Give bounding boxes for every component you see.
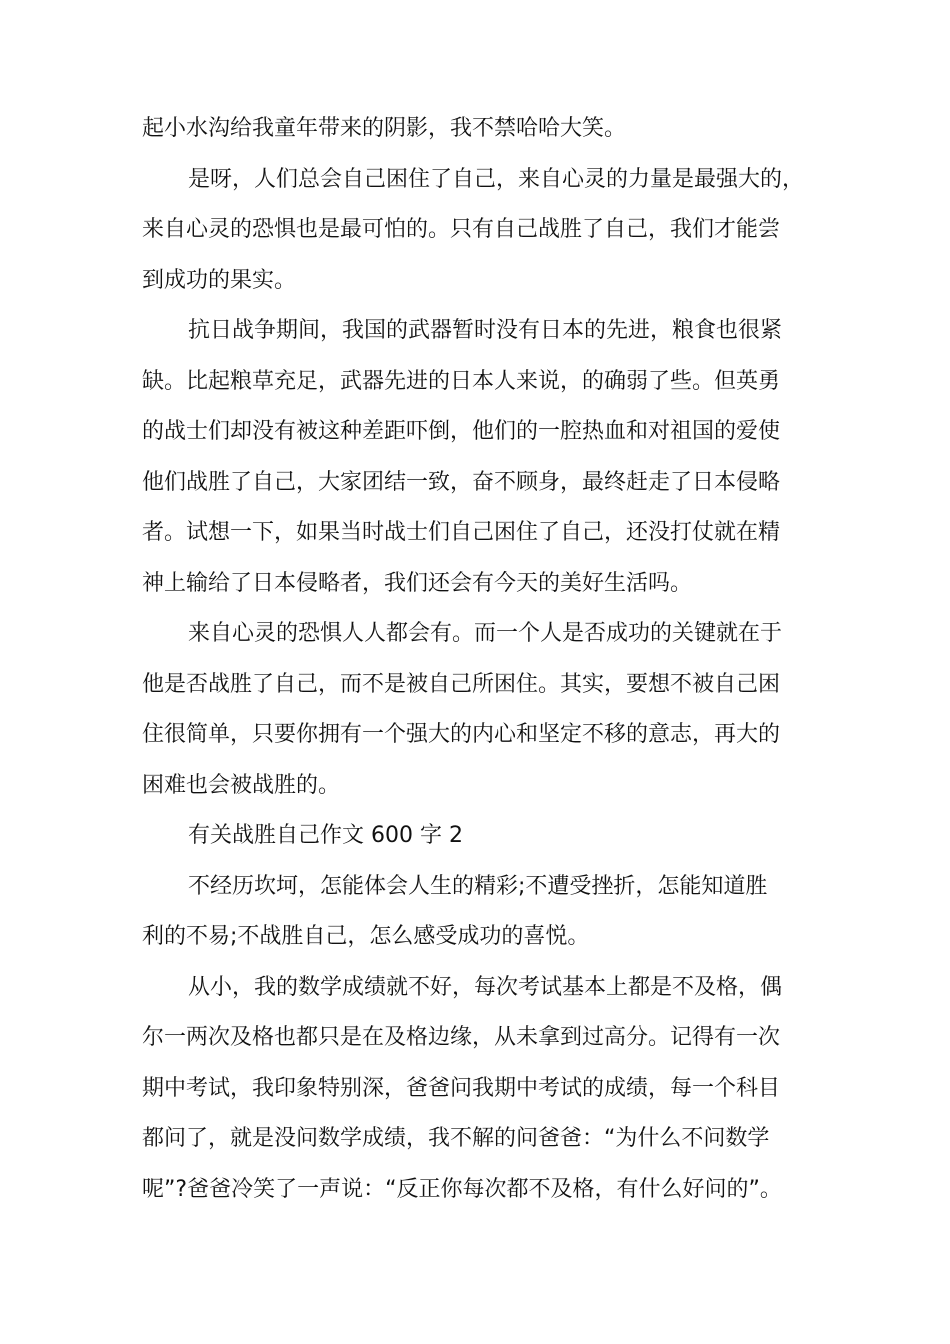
text-line: 他是否战胜了自己，而不是被自己所困住。其实，要想不被自己困: [142, 671, 781, 697]
text-line: 他们战胜了自己，大家团结一致，奋不顾身，最终赶走了日本侵略: [142, 469, 781, 495]
text-line: 住很简单，只要你拥有一个强大的内心和坚定不移的意志，再大的: [142, 722, 781, 747]
paragraph-start: 抗日战争期间，我国的武器暂时没有日本的先进，粮食也很紧: [188, 318, 783, 343]
text-line: 尔一两次及格也都只是在及格边缘，从未拿到过高分。记得有一次: [142, 1025, 781, 1050]
body-text: [142, 104, 832, 1215]
paragraph-start: 不经历坎坷，怎能体会人生的精彩;不遭受挫折，怎能知道胜: [188, 873, 768, 899]
text-line: 的战士们却没有被这种差距吓倒，他们的一腔热血和对祖国的爱使: [142, 419, 781, 444]
text-line: 到成功的果实。: [142, 267, 297, 293]
paragraph-start: 来自心灵的恐惧人人都会有。而一个人是否成功的关键就在于: [188, 621, 783, 646]
text-line: 缺。比起粮草充足，武器先进的日本人来说，的确弱了些。但英勇: [142, 368, 781, 394]
text-line: 起小水沟给我童年带来的阴影，我不禁哈哈大笑。: [142, 116, 627, 141]
text-line: 来自心灵的恐惧也是最可怕的。只有自己战胜了自己，我们才能尝: [142, 217, 781, 242]
text-line: 神上输给了日本侵略者，我们还会有今天的美好生活吗。: [142, 570, 693, 596]
section-heading: 有关战胜自己作文 600 字 2: [188, 823, 463, 848]
text-line: 呢”?爸爸冷笑了一声说：“反正你每次都不及格，有什么好问的”。: [142, 1176, 782, 1202]
text-line: 困难也会被战胜的。: [142, 772, 341, 798]
text-line: 者。试想一下，如果当时战士们自己困住了自己，还没打仗就在精: [142, 520, 781, 545]
text-line: 期中考试，我印象特别深，爸爸问我期中考试的成绩，每一个科目: [142, 1075, 781, 1101]
text-line: 都问了，就是没问数学成绩，我不解的问爸爸：“为什么不问数学: [142, 1126, 770, 1151]
paragraph-start: 从小，我的数学成绩就不好，每次考试基本上都是不及格，偶: [188, 974, 783, 1000]
paragraph-start: 是呀，人们总会自己困住了自己，来自心灵的力量是最强大的，: [188, 166, 805, 192]
text-line: 利的不易;不战胜自己，怎么感受成功的喜悦。: [142, 924, 590, 949]
